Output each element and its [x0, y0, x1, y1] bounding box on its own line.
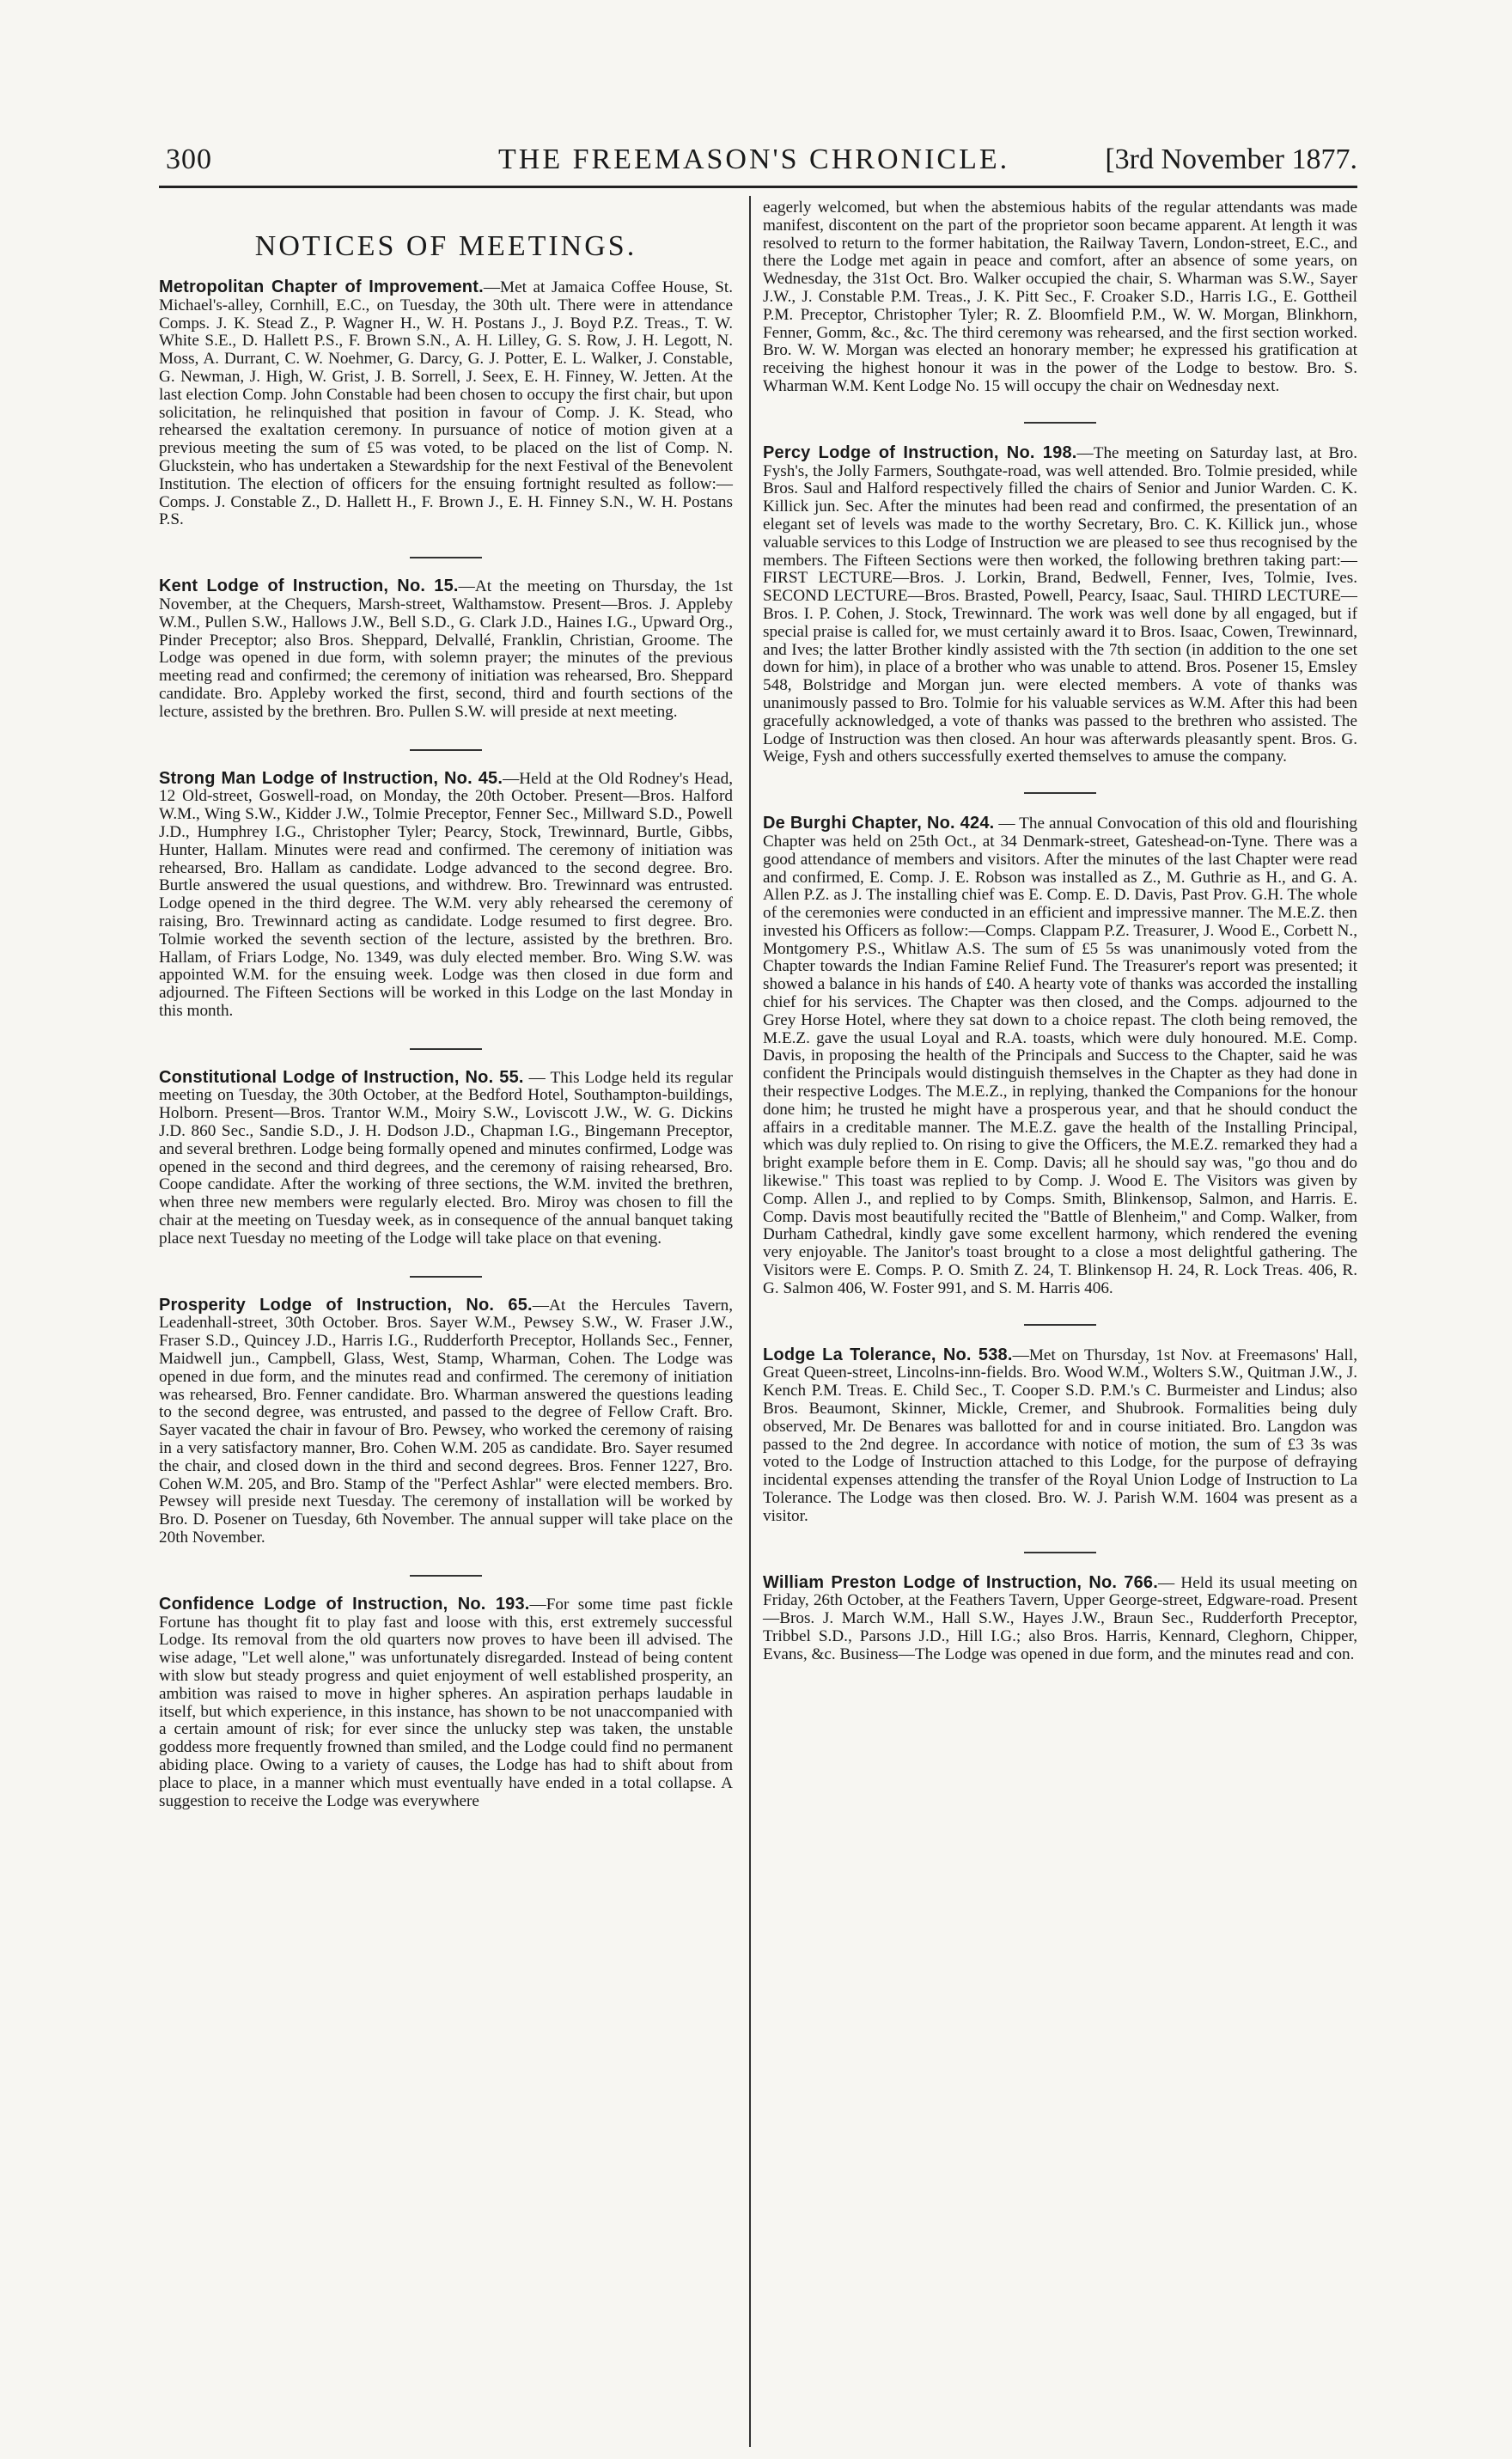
issue-date: [3rd November 1877.	[1105, 143, 1357, 175]
article-heading: Kent Lodge of Instruction, No. 15.	[159, 577, 459, 596]
article-constitutional-lodge	[159, 1069, 733, 1248]
article-body: —For some time past fickle Fortune has thought fit to play fast and loose with this, erst extremely successful Lodge. Its removal from the old quarters now proves to have been ill advised. The wise adage, "Let well alone," was unfortunately disregarded. Instead of being content with slow but steady progress and quiet enjoyment of well established prosperity, an ambition was raised to move in higher spheres. An aspiration perhaps laudable in itself, but which experience, in this instance, has shown to be not unaccompanied with a certain amount of risk; for ever since the unlucky step was taken, the unstable goddess more frequently frowned than smiled, and the Lodge could find no permanent abiding place. Owing to a variety of causes, the Lodge has had to shift about from place to place, in a manner which must eventually have ended in a total collapse. A suggestion to receive the Lodge was everywhere	[159, 1595, 733, 1810]
article-de-burghi-chapter	[763, 815, 1357, 1298]
article-heading: Metropolitan Chapter of Improvement.	[159, 278, 484, 296]
article-separator	[1024, 422, 1096, 424]
article-separator	[1024, 792, 1096, 794]
column-divider	[749, 196, 751, 2447]
article-body: —At the meeting on Thursday, the 1st November, at the Chequers, Marsh-street, Walthamstow. Present—Bros. J. Appleby W.M., Pullen S.W., Hallows J.W., Bell S.D., G. Clark J.D., Haines I.G., Upward Org., Pinder Preceptor; also Bros. Sheppard, Delvallé, Franklin, Christian, Groome. The Lodge was opened in due form, with solemn prayer; the minutes of the previous meeting read and confirmed; the ceremony of initiation was rehearsed, Bro. Sheppard candidate. Bro. Appleby worked the first, second, third and fourth sections of the lecture, assisted by the brethren. Bro. Pullen S.W. will preside at next meeting.	[159, 577, 733, 721]
article-separator	[410, 1575, 482, 1577]
article-heading: Prosperity Lodge of Instruction, No. 65.	[159, 1295, 533, 1315]
article-body: —Held at the Old Rodney's Head, 12 Old-street, Goswell-road, on Monday, the 20th October. Present—Bros. Halford W.M., Wing S.W., Kidder J.W., Tolmie Preceptor, Fenner Sec., Millward S.D., Powell J.D., Humphrey I.G., Christopher Tyler; Pearcy, Stock, Trewinnard, Burtle, Gibbs, Hunter, Hallam. Minutes were read and confirmed. The ceremony of initiation was rehearsed, Bro. Hallam as candidate. Lodge advanced to the second degree. Bro. Burtle answered the usual questions, and withdrew. Bro. Trewinnard was entrusted. Lodge opened in the third degree. The W.M. very ably rehearsed the ceremony of raising, Bro. Trewinnard acting as candidate. Lodge resumed to first degree. Bro. Tolmie worked the seventh section of the lecture, assisted by the brethren. Bro. Hallam, of Friars Lodge, No. 1349, was duly elected member. Bro. Wing S.W. was appointed W.M. for the ensuing week. Lodge was then closed in due form and adjourned. The Fifteen Sections will be worked in this Lodge on the last Monday in this month.	[159, 769, 734, 1020]
left-column	[159, 199, 733, 1810]
article-body: —At the Hercules Tavern, Leadenhall-street, 30th October. Bros. Sayer W.M., Pewsey S.W., W. Fraser J.W., Fraser S.D., Quincey J.D., Harris I.G., Rudderforth Preceptor, Hollands Sec., Fenner, Maidwell jun., Campbell, Glass, West, Stamp, Wharman, Cohen. The Lodge was opened in due form, and the minutes read and confirmed. The ceremony of initiation was rehearsed, Bro. Fenner candidate. Bro. Wharman answered the questions leading to the second degree, was entrusted, and passed to the degree of Fellow Craft. Bro. Sayer vacated the chair in favour of Bro. Pewsey, who worked the ceremony of raising in a very satisfactory manner, Bro. Cohen W.M. 205 as candidate. Bro. Sayer resumed the chair, and closed down in the third and second degrees. Bros. Fenner 1227, Bro. Cohen W.M. 205, and Bro. Stamp of the "Perfect Ashlar" were elected members. Bro. Pewsey will preside next Tuesday. The ceremony of installation will be worked by Bro. D. Posener on Tuesday, 6th November. The annual supper will take place on the 20th November.	[159, 1296, 733, 1547]
masthead	[159, 142, 1357, 185]
article-body: — The annual Convocation of this old and flourishing Chapter was held on 25th Oct., at 34 Denmark-street, Gateshead-on-Tyne. There was a good attendance of members and visitors. After the minutes of the last Chapter were read and confirmed, E. Comp. J. E. Robson was installed as Z., M. Guthrie as H., and G. A. Allen P.Z. as J. The installing chief was E. Comp. E. D. Davis, Past Prov. G.H. The whole of the ceremonies were conducted in an efficient and impressive manner. The M.E.Z. then invested his Officers as follow:—Comps. Clappam P.Z. Treasurer, J. Wood E., Corbett N., Montgomery P.S., Whitlaw A.S. The sum of £5 5s was unanimously voted from the Chapter towards the Indian Famine Relief Fund. The Treasurer's report was presented; it showed a balance in his hands of £40. A hearty vote of thanks was accorded the installing chief for his services. The Chapter was then closed, and the Comps. adjourned to the Grey Horse Hotel, where they sat down to a choice repast. The cloth being removed, the M.E.Z. gave the usual Loyal and R.A. toasts, which were duly honoured. M.E. Comp. Davis, in proposing the health of the Principals and Success to the Chapter, said he was confident the Principals would distinguish themselves in the Chapter as they had done in their respective Lodges. The M.E.Z., in replying, thanked the Companions for the honour done him; he trusted he might have a prosperous year, and that he should conduct the affairs in a creditable manner. The M.E.Z. gave the health of the Installing Principal, which was duly replied to. On rising to give the Officers, the M.E.Z. remarked they had a bright example before them in E. Comp. Davis; all he should say was, "go thou and do likewise." This toast was replied to by Comp. J. Wood E. The Visitors was given by Comp. Allen J., and replied to by Comps. Smith, Blinkensop, Salmon, and Harris. E. Comp. Davis most beautifully recited the "Battle of Blenheim," and Comp. Walker, from Durham Cathedral, kindly gave some excellent harmony, which rendered the evening very enjoyable. The Janitor's toast brought to a close a most delightful gathering. The Visitors were E. Comps. P. O. Smith Z. 24, T. Blinkensop H. 24, R. Lock Treas. 406, R. G. Salmon 406, W. Foster 991, and S. M. Harris 406.	[763, 815, 1357, 1297]
article-body: — This Lodge held its regular meeting on Tuesday, the 30th October, at the Bedford Hotel, Southampton-buildings, Holborn. Present—Bros. Trantor W.M., Moiry S.W., Loviscott J.W., W. G. Dickins J.D. 860 Sec., Sandie S.D., J. H. Dodson J.D., Chapman I.G., Bingemann Preceptor, and several brethren. Lodge being formally opened and minutes confirmed, Lodge was opened in the second and third degrees, and the ceremony of raising rehearsed, Bro. Coope candidate. After the working of three sections, the W.M. invited the brethren, when three new members were regularly elected. Bro. Miroy was chosen to fill the chair at the meeting on Tuesday week, as in consequence of the annual banquet taking place next Tuesday no meeting of the Lodge will take place on that evening.	[159, 1068, 734, 1248]
article-body: eagerly welcomed, but when the abstemious habits of the regular attendants was made manifest, discontent on the part of the proprietor soon became apparent. At length it was resolved to return to the former habitation, the Railway Tavern, London-street, E.C., and there the Lodge met again in peace and comfort, after an absence of some years, on Wednesday, the 31st Oct. Bro. Walker occupied the chair, S. Wharman was S.W., Sayer J.W., J. Constable P.M. Treas., J. K. Pitt Sec., F. Croaker S.D., Harris I.G., E. Gottheil P.M. Preceptor, Christopher Tyler; R. Z. Bloomfield P.M., W. W. Morgan, Blinkhorn, Fenner, Gomm, &c., &c. The third ceremony was rehearsed, and the first section worked. Bro. W. W. Morgan was elected an honorary member; he expressed his gratification at receiving the highest honour it was in the power of the Lodge to bestow. Bro. S. Wharman W.M. Kent Lodge No. 15 will occupy the chair on Wednesday next.	[763, 198, 1357, 395]
article-separator	[410, 749, 482, 751]
article-confidence-lodge-continued	[763, 199, 1357, 396]
article-william-preston-lodge	[763, 1574, 1357, 1664]
article-metropolitan-chapter	[159, 278, 733, 529]
article-kent-lodge	[159, 577, 733, 721]
article-heading: Constitutional Lodge of Instruction, No. 55.	[159, 1067, 524, 1087]
article-separator	[410, 557, 482, 558]
article-body: —The meeting on Saturday last, at Bro. Fysh's, the Jolly Farmers, Southgate-road, was well attended. Bro. Tolmie presided, while Bros. Saul and Halford respectively filled the chairs of Senior and Junior Warden. C. K. Killick jun. Sec. After the minutes had been read and confirmed, the presentation of an elegant set of levels was made to the worthy Secretary, Bro. C. K. Killick jun., whose valuable services to this Lodge of Instruction we are pleased to see thus recognised by the members. The Fifteen Sections were then worked, the following brethren taking part:—FIRST LECTURE—Bros. J. Lorkin, Brand, Bedwell, Fenner, Ives, Tolmie, Ives. SECOND LECTURE—Bros. Brasted, Powell, Pearcy, Isaac, Saul. THIRD LECTURE—Bros. I. P. Cohen, J. Stock, Trewinnard. The work was well done by all engaged, but if special praise is called for, we must certainly award it to Bros. Isaac, Cowen, Trewinnard, and Ives; the latter Brother kindly assisted with the 7th section (in addition to the one set down for him), in place of a brother who was unable to attend. Bros. Posener 15, Emsley 548, Bolstridge and Morgan jun. were elected members. A vote of thanks was unanimously passed to Bro. Tolmie for his valuable services as W.M. After this had been gracefully acknowledged, a vote of thanks was passed to the brethren who assisted. The Lodge of Instruction was then closed. An hour was afterwards pleasantly spent. Bros. G. Weige, Fysh and others successfully exerted themselves to amuse the company.	[763, 443, 1357, 766]
article-confidence-lodge	[159, 1596, 733, 1811]
article-strong-man-lodge	[159, 770, 733, 1021]
article-heading: Lodge La Tolerance, No. 538.	[763, 1345, 1013, 1364]
article-prosperity-lodge	[159, 1297, 733, 1547]
page-number: 300	[166, 143, 212, 175]
article-heading: William Preston Lodge of Instruction, No. 766.	[763, 1572, 1159, 1592]
newspaper-title: THE FREEMASON'S CHRONICLE.	[498, 143, 1010, 175]
section-title: NOTICES OF MEETINGS.	[254, 230, 637, 262]
article-heading: De Burghi Chapter, No. 424.	[763, 814, 995, 833]
article-body: —Met at Jamaica Coffee House, St. Michael's-alley, Cornhill, E.C., on Tuesday, the 30th ult. There were in attendance Comps. J. K. Stead Z., P. Wagner H., W. H. Postans J., J. Boyd P.Z. Treas., T. W. White S.E., D. Hallett P.S., F. Brown S.N., A. H. Lilley, G. S. Row, J. H. Legott, N. Moss, A. Durrant, C. W. Noehmer, G. Darcy, G. J. Potter, E. L. Walker, J. Constable, G. Newman, J. High, W. Grist, J. B. Sorrell, J. Seex, E. H. Finney, W. Jetten. At the last election Comp. John Constable had been chosen to occupy the first chair, but upon solicitation, he relinquished that position in favour of Comp. J. K. Stead, who rehearsed the exaltation ceremony. In pursuance of notice of motion given at a previous meeting the sum of £5 was voted, to be placed on the list of Comp. N. Gluckstein, who has undertaken a Stewardship for the next Festival of the Benevolent Institution. The election of officers for the ensuing fortnight resulted as follow:—Comps. J. Constable Z., D. Hallett H., F. Brown J., E. H. Finney S.N., W. H. Postans P.S.	[159, 278, 733, 529]
masthead-rule	[159, 186, 1357, 188]
article-separator	[1024, 1552, 1096, 1553]
article-body: — Held its usual meeting on Friday, 26th October, at the Feathers Tavern, Upper George-street, Edgware-road. Present—Bros. J. March W.M., Hall S.W., Hayes J.W., Braun Sec., Rudderforth Preceptor, Tribbel S.D., Parsons J.D., Hill I.G.; also Bros. Harris, Kennard, Cleghorn, Chipper, Evans, &c. Business—The Lodge was opened in due form, and the minutes read and con.	[763, 1573, 1357, 1663]
article-heading: Strong Man Lodge of Instruction, No. 45.	[159, 768, 503, 788]
article-heading: Confidence Lodge of Instruction, No. 193.	[159, 1594, 530, 1614]
article-heading: Percy Lodge of Instruction, No. 198.	[763, 442, 1077, 462]
article-separator	[1024, 1324, 1096, 1326]
article-body: —Met on Thursday, 1st Nov. at Freemasons' Hall, Great Queen-street, Lincolns-inn-fields. Bro. Wood W.M., Wolters S.W., Quitman J.W., J. Kench P.M. Treas. E. Child Sec., T. Cooper S.D. P.M.'s C. Burmeister and Lindus; also Bros. Beaumont, Skinner, Mickle, Cremer, and Shubrook. Formalities being duly observed, Mr. De Benares was ballotted for and in course initiated. Bro. Langdon was passed to the 2nd degree. In accordance with notice of motion, the sum of £3 3s was voted to the Lodge of Instruction attached to this Lodge, for the purpose of defraying incidental expenses attending the transfer of the Royal Union Lodge of Instruction to La Tolerance. The Lodge was then closed. Bro. W. J. Parish W.M. 1604 was present as a visitor.	[763, 1345, 1358, 1525]
right-column	[763, 199, 1357, 1664]
article-separator	[410, 1048, 482, 1050]
article-la-tolerance-lodge	[763, 1346, 1357, 1526]
article-separator	[410, 1276, 482, 1278]
article-percy-lodge	[763, 444, 1357, 766]
